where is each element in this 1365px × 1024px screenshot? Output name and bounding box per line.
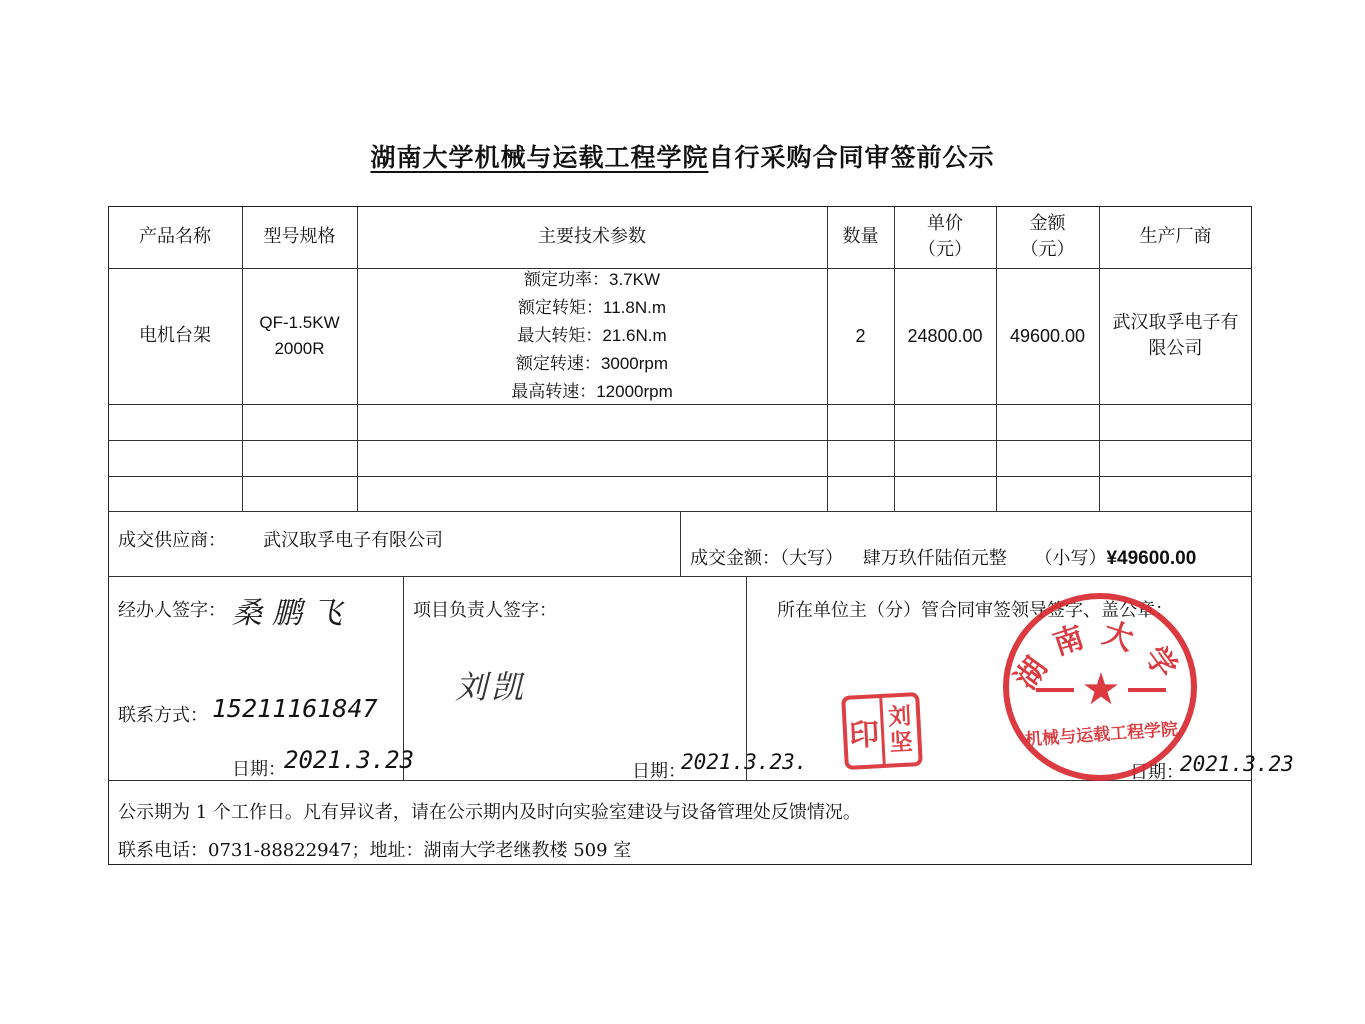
cell-product: 电机台架 <box>139 325 211 346</box>
param-value: 3.7KW <box>608 270 661 289</box>
leader-signature: 刘凯 <box>455 668 528 706</box>
header-qty: 数量 <box>842 226 879 247</box>
name-seal-char-1: 刘 <box>887 702 912 731</box>
seal-top-textpath: 湖南大学 <box>1008 615 1192 697</box>
date3-label: 日期： <box>1130 762 1184 783</box>
param-line <box>511 378 673 406</box>
name-seal-right <box>882 696 918 764</box>
name-seal-char-2: 坚 <box>888 728 914 757</box>
cell-qty: 2 <box>855 326 866 346</box>
cell-model <box>242 268 357 404</box>
footer-notice: 公示期为 1 个工作日。凡有异议者，请在公示期内及时向实验室建设与设备管理处反馈情况。 <box>118 802 861 823</box>
seal-star-icon: ★ <box>1081 664 1121 715</box>
param-line <box>524 266 660 294</box>
rule-row2 <box>108 440 1252 441</box>
header-amount-label: 金额 <box>1029 213 1066 234</box>
date1-label: 日期： <box>232 759 286 780</box>
param-label: 最高转速： <box>511 382 597 402</box>
cell-model-line1: QF-1.5KW <box>259 313 340 332</box>
date3-value: 2021.3.23 <box>1180 752 1294 776</box>
param-line <box>517 322 666 350</box>
param-line <box>518 294 666 322</box>
cell-maker-line2: 限公司 <box>1148 338 1203 359</box>
deal-label: 成交金额：（大写） <box>690 548 843 569</box>
header-maker: 生产厂商 <box>1139 226 1212 247</box>
deal-upper: 肆万玖仟陆佰元整 <box>862 548 1007 569</box>
name-seal-left: 印 <box>845 698 885 766</box>
handler-signature: 桑鹏飞 <box>232 596 352 631</box>
official-seal-stamp <box>1000 590 1200 784</box>
header-price-unit: （元） <box>918 239 972 260</box>
header-amount-unit: （元） <box>1020 239 1075 260</box>
rule-deal-end <box>108 576 1252 577</box>
date2-label: 日期： <box>632 761 686 782</box>
param-value: 12000rpm <box>596 382 673 401</box>
handler-label: 经办人签字： <box>118 600 226 621</box>
header-price-label: 单价 <box>927 213 963 234</box>
cell-maker <box>1099 268 1252 404</box>
date1-value: 2021.3.23 <box>284 746 415 774</box>
unit-label: 所在单位主（分）管合同审签领导签字、盖公章： <box>777 600 1173 621</box>
param-value: 3000rpm <box>600 354 669 373</box>
deal-lower: ¥49600.00 <box>1106 548 1197 569</box>
header-price <box>894 206 996 268</box>
page-title <box>0 138 1365 174</box>
cell-price: 24800.00 <box>907 326 983 346</box>
cell-amount: 49600.00 <box>1009 326 1086 346</box>
deal-rule <box>680 511 681 576</box>
param-label: 额定功率： <box>523 270 609 290</box>
cell-maker-line1: 武汉取孚电子有 <box>1112 312 1239 333</box>
cell-model-line2: 2000R <box>274 339 325 358</box>
title-underlined: 湖南大学机械与运载工程学院 <box>370 143 709 172</box>
rule-row1 <box>108 404 1252 405</box>
title-rest: 自行采购合同审签前公示 <box>708 143 995 172</box>
name-seal-stamp <box>841 692 923 770</box>
seal-bottom-text: 机械与运载工程学院 <box>1024 719 1179 751</box>
deal-lower-label: （小写） <box>1034 548 1107 569</box>
deal-amount <box>690 544 1196 570</box>
param-label: 额定转速： <box>515 354 601 374</box>
header-product: 产品名称 <box>139 226 211 247</box>
param-label: 额定转矩： <box>518 298 603 318</box>
param-line <box>516 350 668 378</box>
rule-row3 <box>108 476 1252 477</box>
supplier-value: 武汉取孚电子有限公司 <box>263 530 443 551</box>
contact-label: 联系方式： <box>118 705 208 726</box>
supplier-label: 成交供应商： <box>118 530 226 551</box>
footer-contact: 联系电话：0731-88822947；地址：湖南大学老继教楼 509 室 <box>118 840 632 861</box>
param-label: 最大转矩： <box>517 326 603 346</box>
header-params: 主要技术参数 <box>538 226 646 247</box>
cell-params <box>357 268 827 404</box>
param-value: 21.6N.m <box>602 326 667 345</box>
header-amount <box>996 206 1099 268</box>
param-value: 11.8N.m <box>603 298 666 317</box>
leader-label: 项目负责人签字： <box>413 600 557 621</box>
date2-value: 2021.3.23. <box>681 750 808 774</box>
header-model: 型号规格 <box>263 226 336 247</box>
contact-value: 15211161847 <box>212 694 378 723</box>
